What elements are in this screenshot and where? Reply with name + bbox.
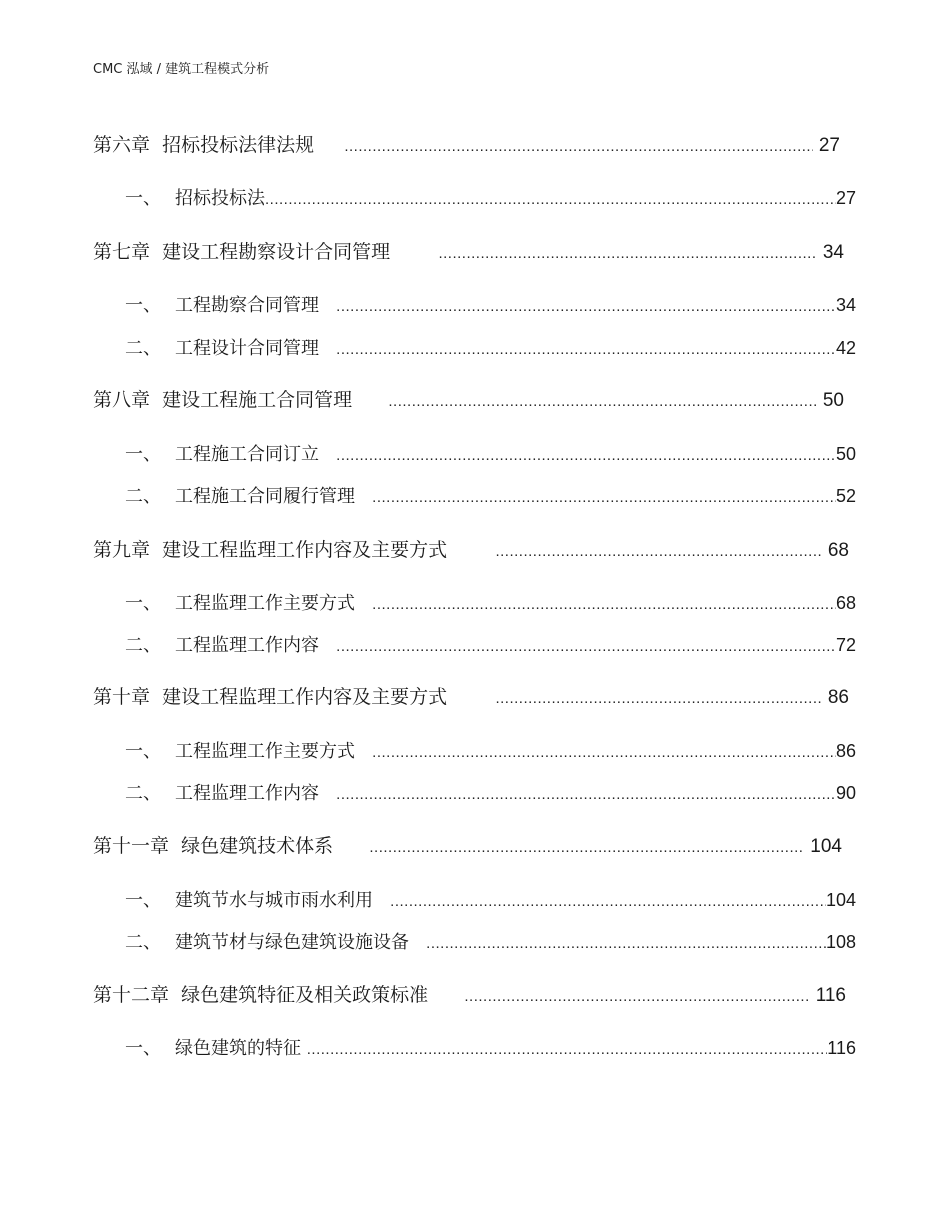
page-number: 104 (810, 836, 842, 857)
dot-leader (495, 690, 821, 707)
page-number: 90 (835, 783, 856, 803)
chapter-number: 第八章 (93, 389, 151, 411)
dot-leader (336, 298, 836, 315)
toc-chapter-9[interactable] (93, 535, 849, 562)
section-title: 建筑节水与城市雨水利用 (175, 890, 373, 911)
section-number: 一、 (125, 1038, 161, 1059)
page-number: 86 (827, 687, 849, 708)
section-title: 工程施工合同订立 (175, 444, 319, 465)
chapter-number: 第十二章 (93, 984, 170, 1006)
page-number: 116 (827, 1038, 856, 1058)
section-title: 工程监理工作主要方式 (175, 741, 355, 762)
toc-chapter-12[interactable] (93, 980, 846, 1007)
chapter-title: 绿色建筑技术体系 (181, 835, 334, 857)
toc-section-10-2[interactable] (125, 779, 856, 805)
page-number: 86 (835, 741, 856, 761)
dot-leader (426, 935, 826, 952)
page-number: 50 (835, 444, 856, 464)
chapter-title: 建设工程勘察设计合同管理 (162, 241, 391, 263)
dot-leader (336, 786, 836, 803)
dot-leader (336, 638, 836, 655)
dot-leader (372, 489, 836, 506)
toc-section-6-1[interactable] (125, 184, 856, 210)
section-number: 一、 (125, 188, 161, 209)
toc-chapter-7[interactable] (93, 237, 844, 264)
chapter-number: 第七章 (93, 241, 151, 263)
toc-section-7-1[interactable] (125, 291, 856, 317)
page-number: 27 (818, 135, 840, 156)
page-header: CMC 泓域 / 建筑工程模式分析 (93, 62, 270, 77)
toc-section-12-1[interactable] (125, 1034, 856, 1060)
chapter-title: 建设工程监理工作内容及主要方式 (162, 686, 448, 708)
section-number: 二、 (125, 932, 161, 953)
toc-section-9-1[interactable] (125, 589, 856, 615)
page-number: 34 (822, 242, 844, 263)
section-number: 二、 (125, 635, 161, 656)
toc-chapter-8[interactable] (93, 385, 844, 412)
dot-leader (336, 447, 836, 464)
section-title: 建筑节材与绿色建筑设施设备 (175, 932, 409, 953)
page-number: 72 (835, 635, 856, 655)
page-number: 68 (827, 540, 849, 561)
section-title: 工程设计合同管理 (175, 338, 319, 359)
section-number: 一、 (125, 890, 161, 911)
section-number: 一、 (125, 593, 161, 614)
chapter-title: 绿色建筑特征及相关政策标准 (181, 984, 429, 1006)
dot-leader (344, 138, 813, 155)
dot-leader (438, 245, 816, 262)
chapter-title: 招标投标法律法规 (162, 134, 315, 156)
page-number: 104 (825, 890, 856, 910)
toc-chapter-6[interactable] (93, 130, 840, 157)
section-title: 工程施工合同履行管理 (175, 486, 355, 507)
section-number: 二、 (125, 338, 161, 359)
dot-leader (369, 839, 804, 856)
toc-section-11-1[interactable] (125, 886, 856, 912)
toc-section-9-2[interactable] (125, 631, 856, 657)
toc-section-10-1[interactable] (125, 737, 856, 763)
chapter-number: 第六章 (93, 134, 151, 156)
section-title: 工程勘察合同管理 (175, 295, 319, 316)
section-title: 绿色建筑的特征 (175, 1038, 301, 1059)
chapter-number: 第九章 (93, 539, 151, 561)
page-number: 68 (835, 593, 856, 613)
page-number: 50 (822, 390, 844, 411)
chapter-title: 建设工程施工合同管理 (162, 389, 353, 411)
dot-leader (307, 1041, 828, 1058)
dot-leader (390, 893, 826, 910)
section-number: 一、 (125, 444, 161, 465)
dot-leader (372, 744, 836, 761)
dot-leader (265, 191, 836, 208)
section-title: 工程监理工作内容 (175, 783, 319, 804)
toc-chapter-10[interactable] (93, 682, 849, 709)
section-title: 工程监理工作主要方式 (175, 593, 355, 614)
section-title: 招标投标法 (175, 188, 265, 209)
dot-leader (336, 341, 836, 358)
page-number: 27 (835, 188, 856, 208)
dot-leader (464, 988, 809, 1005)
page-number: 42 (835, 338, 856, 358)
section-title: 工程监理工作内容 (175, 635, 319, 656)
page-number: 108 (825, 932, 856, 952)
page-number: 52 (835, 486, 856, 506)
toc-section-8-1[interactable] (125, 440, 856, 466)
page-number: 34 (835, 295, 856, 315)
dot-leader (388, 393, 816, 410)
chapter-number: 第十章 (93, 686, 151, 708)
chapter-number: 第十一章 (93, 835, 170, 857)
section-number: 一、 (125, 295, 161, 316)
toc-section-8-2[interactable] (125, 482, 856, 508)
toc-section-7-2[interactable] (125, 334, 856, 360)
section-number: 一、 (125, 741, 161, 762)
page-number: 116 (815, 985, 846, 1006)
section-number: 二、 (125, 486, 161, 507)
dot-leader (372, 596, 836, 613)
chapter-title: 建设工程监理工作内容及主要方式 (162, 539, 448, 561)
dot-leader (495, 543, 821, 560)
toc-chapter-11[interactable] (93, 831, 842, 858)
toc-section-11-2[interactable] (125, 928, 856, 954)
section-number: 二、 (125, 783, 161, 804)
